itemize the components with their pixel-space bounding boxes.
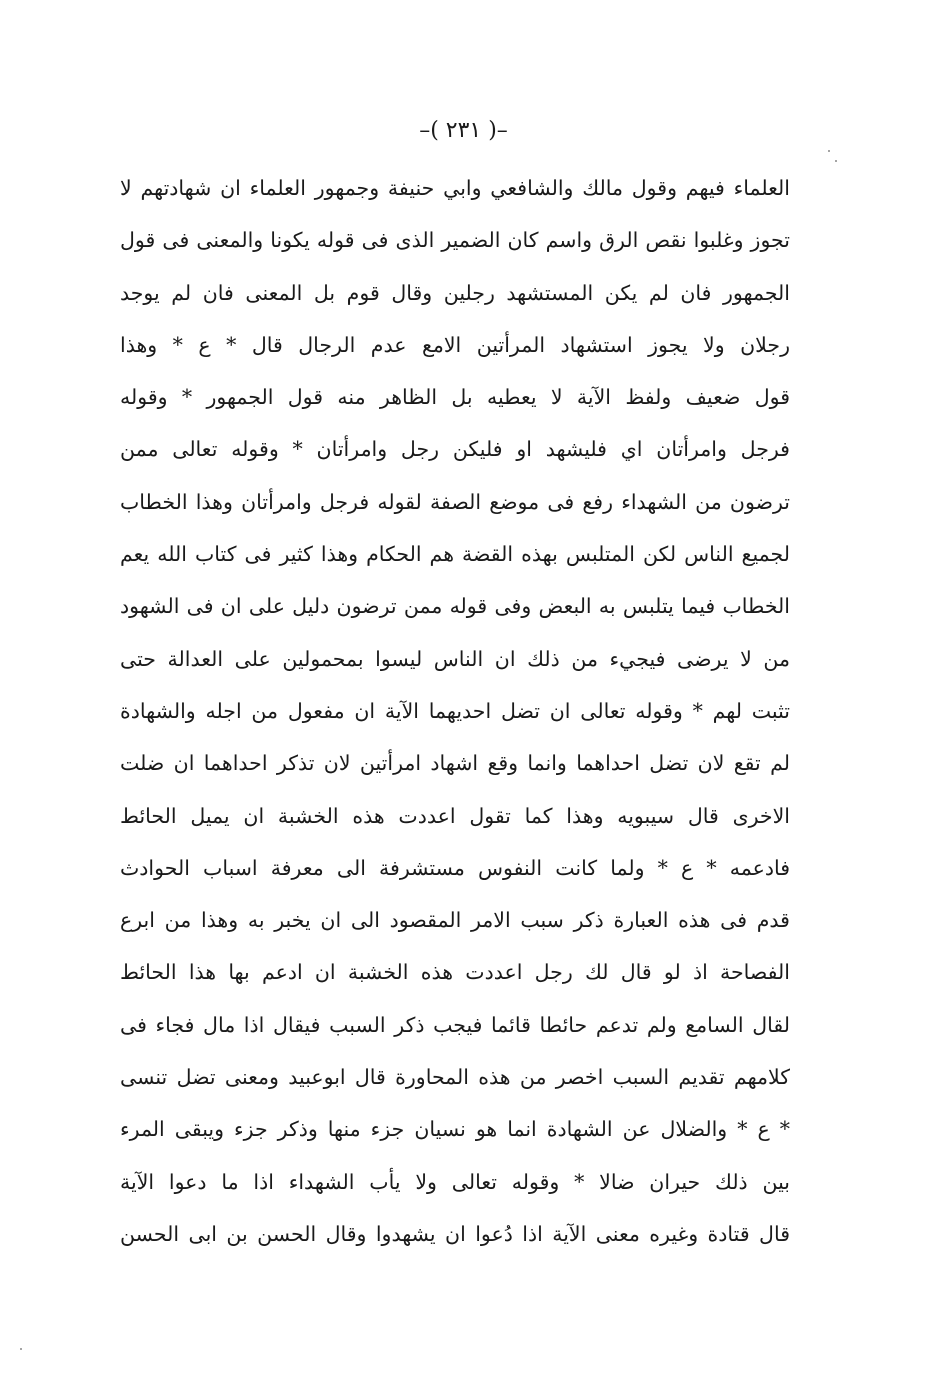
- text-line: لجميع الناس لكن المتلبس بهذه القضة هم الحكام وهذا كثير فى كتاب الله يعم: [120, 542, 790, 567]
- body-text: [120, 162, 790, 1260]
- text-line: فادعمه * ع * ولما كانت النفوس مستشرفة الى معرفة اسباب الحوادث: [120, 855, 790, 880]
- text-line: قول ضعيف ولفظ الآية لا يعطيه بل الظاهر منه قول الجمهور * وقوله: [120, 385, 790, 410]
- text-line: قدم فى هذه العبارة ذكر سبب الامر المقصود الى ان يخبر به وهذا من ابرع: [120, 908, 790, 933]
- text-line: ترضون من الشهداء رفع فى موضع الصفة لقوله فرجل وامرأتان وهذا الخطاب: [120, 489, 790, 514]
- text-line: الخطاب فيما يتلبس به البعض وفى قوله ممن ترضون دليل على ان فى الشهود: [120, 594, 790, 619]
- text-line: لم تقع لان تضل احداهما وانما وقع اشهاد امرأتين لان تذكر احداهما ان ضلت: [120, 751, 790, 776]
- text-line: * ع * والضلال عن الشهادة انما هو نسيان جزء منها وذكر جزء ويبقى المرء: [120, 1117, 790, 1142]
- text-line: تجوز وغلبوا نقص الرق واسم كان الضمير الذى فى قوله يكونا والمعنى فى قول: [120, 228, 790, 253]
- text-line: الجمهور فان لم يكن المستشهد رجلين وقال قوم بل المعنى فان لم يوجد: [120, 280, 790, 305]
- text-line: العلماء فيهم وقول مالك والشافعي وابي حنيفة وجمهور العلماء ان شهادتهم لا: [120, 176, 790, 200]
- text-line: من لا يرضى فيجيء من ذلك ان الناس ليسوا بمحمولين على العدالة حتى: [120, 646, 790, 671]
- text-line: الفصاحة اذ لو قال لك رجل اعددت هذه الخشبة ان ادعم بها هذا الحائط: [120, 960, 790, 985]
- text-line: الاخرى قال سيبويه وهذا كما تقول اعددت هذه الخشبة ان يميل الحائط: [120, 803, 790, 828]
- text-line: قال قتادة وغيره معنى الآية اذا دُعوا ان يشهدوا وقال الحسن بن ابى الحسن: [120, 1221, 790, 1246]
- text-line: لقال السامع ولم تدعم حائطا قائما فيجب ذكر السبب فيقال اذا مال فجاء فى: [120, 1012, 790, 1037]
- page-number: –( ٢٣١ )–: [419, 118, 508, 143]
- text-line: بين ذلك حيران ضالا * وقوله تعالى ولا يأب الشهداء اذا ما دعوا الآية: [120, 1169, 790, 1194]
- text-line: كلامهم تقديم السبب اخصر من هذه المحاورة قال ابوعبيد ومعنى تضل تنسى: [120, 1065, 790, 1090]
- text-line: رجلان ولا يجوز استشهاد المرأتين الامع عدم الرجال قال * ع * وهذا: [120, 332, 790, 357]
- text-line: تثبت لهم * وقوله تعالى ان تضل احديهما الآية ان مفعول من اجله والشهادة: [120, 698, 790, 723]
- text-line: فرجل وامرأتان اي فليشهد او فليكن رجل وامرأتان * وقوله تعالى ممن: [120, 437, 790, 462]
